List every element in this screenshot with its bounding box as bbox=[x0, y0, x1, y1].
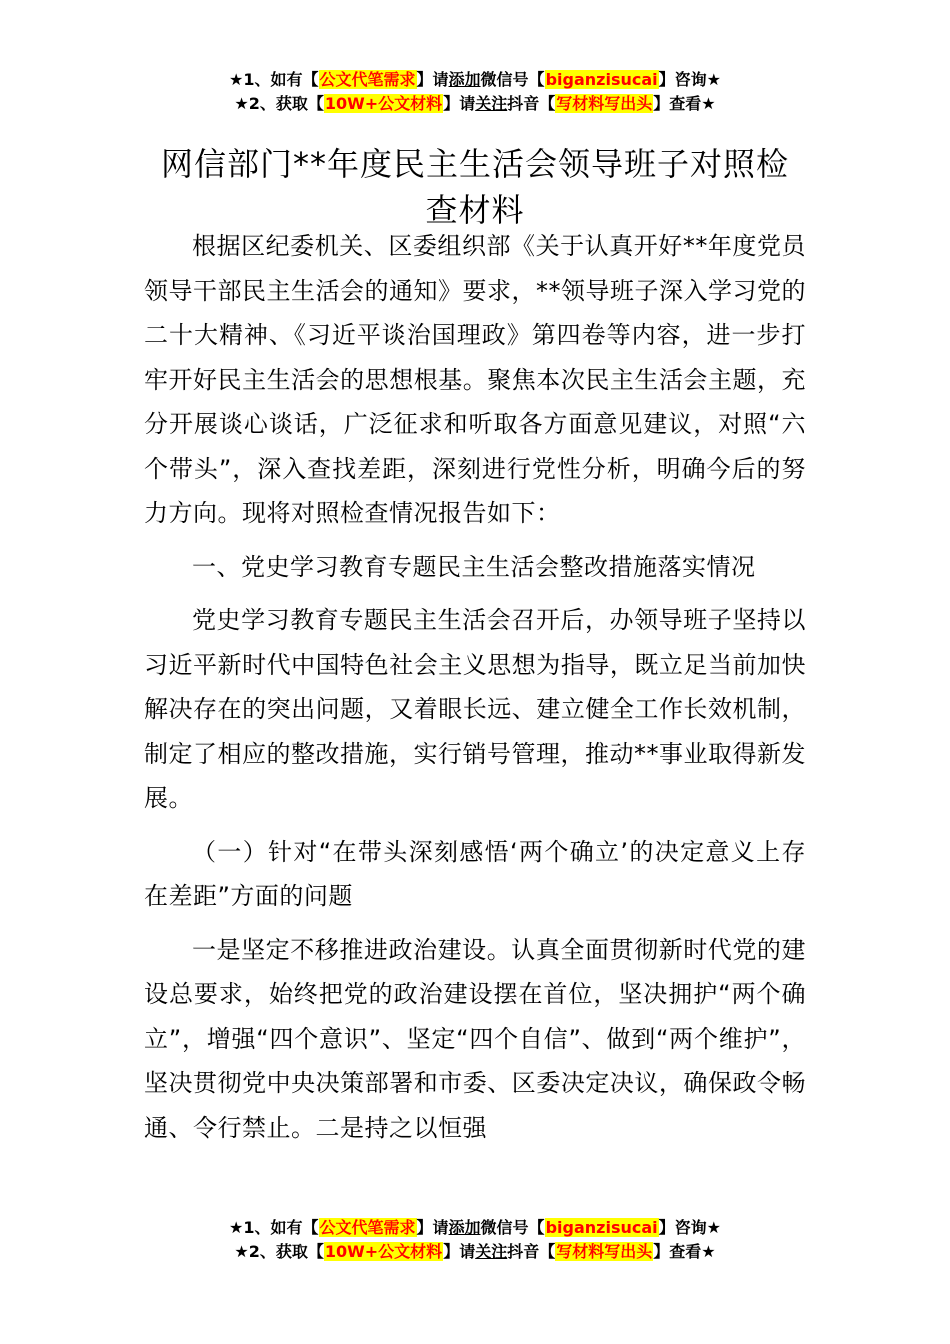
banner-line-2 bbox=[0, 92, 950, 116]
highlight-materials: 10W+公文材料 bbox=[324, 94, 443, 113]
banner-underlined: 关注 bbox=[475, 1242, 508, 1261]
banner-text: 】请 bbox=[416, 1218, 449, 1237]
banner-text: 】查看★ bbox=[653, 94, 716, 113]
banner-text: 】咨询★ bbox=[658, 70, 721, 89]
banner-text: 】咨询★ bbox=[658, 1218, 721, 1237]
highlight-service: 公文代笔需求 bbox=[319, 1218, 416, 1237]
highlight-douyin-id: 写材料写出头 bbox=[556, 94, 653, 113]
paragraph-intro: 根据区纪委机关、区委组织部《关于认真开好**年度党员领导干部民主生活会的通知》要求，**领导班子深入学习党的二十大精神、《习近平谈治国理政》第四卷等内容，进一步打牢开好民主生活会的思想根基。聚焦本次民主生活会主题，充分开展谈心谈话，广泛征求和听取各方面意见建议，对照“六个带头”，深入查找差距，深刻进行党性分析，明确今后的努力方向。现将对照检查情况报告如下： bbox=[144, 232, 806, 527]
banner-text: 微信号【 bbox=[480, 1218, 545, 1237]
paragraph: 一是坚定不移推进政治建设。认真全面贯彻新时代党的建设总要求，始终把党的政治建设摆在首位，坚决拥护“两个确立”，增强“四个意识”、坚定“四个自信”、做到“两个维护”，坚决贯彻党中央决策部署和市委、区委决定决议，确保政令畅通、令行禁止。二是持之以恒强 bbox=[144, 935, 806, 1142]
section-heading: 一、党史学习教育专题民主生活会整改措施落实情况 bbox=[192, 552, 756, 581]
banner-text: 】请 bbox=[416, 70, 449, 89]
banner-line-1 bbox=[0, 1216, 950, 1240]
highlight-wechat-id: biganzisucai bbox=[545, 1218, 658, 1237]
banner-underlined: 添加 bbox=[448, 1218, 481, 1237]
banner-text: ★1、如有【 bbox=[229, 70, 319, 89]
highlight-wechat-id: biganzisucai bbox=[545, 70, 658, 89]
banner-line-1 bbox=[0, 68, 950, 92]
highlight-service: 公文代笔需求 bbox=[319, 70, 416, 89]
paragraph: 党史学习教育专题民主生活会召开后，办领导班子坚持以习近平新时代中国特色社会主义思想为指导，既立足当前加快解决存在的突出问题，又着眼长远、建立健全工作长效机制，制定了相应的整改措施，实行销号管理，推动**事业取得新发展。 bbox=[144, 606, 806, 812]
document-title: 网信部门**年度民主生活会领导班子对照检查材料 bbox=[160, 145, 789, 230]
banner-text: ★1、如有【 bbox=[229, 1218, 319, 1237]
banner-text: 】查看★ bbox=[653, 1242, 716, 1261]
header-banner bbox=[0, 68, 950, 116]
highlight-materials: 10W+公文材料 bbox=[324, 1242, 443, 1261]
subsection-heading: （一）针对“在带头深刻感悟‘两个确立’的决定意义上存在差距”方面的问题 bbox=[144, 837, 806, 910]
banner-text: 】请 bbox=[443, 1242, 476, 1261]
banner-text: ★2、获取【 bbox=[234, 1242, 324, 1261]
banner-underlined: 关注 bbox=[475, 94, 508, 113]
banner-line-2 bbox=[0, 1240, 950, 1264]
banner-text: 抖音【 bbox=[507, 94, 556, 113]
banner-text: 抖音【 bbox=[507, 1242, 556, 1261]
highlight-douyin-id: 写材料写出头 bbox=[556, 1242, 653, 1261]
footer-banner bbox=[0, 1216, 950, 1264]
banner-text: 微信号【 bbox=[480, 70, 545, 89]
banner-underlined: 添加 bbox=[448, 70, 481, 89]
banner-text: ★2、获取【 bbox=[234, 94, 324, 113]
banner-text: 】请 bbox=[443, 94, 476, 113]
document-body bbox=[144, 224, 806, 1150]
